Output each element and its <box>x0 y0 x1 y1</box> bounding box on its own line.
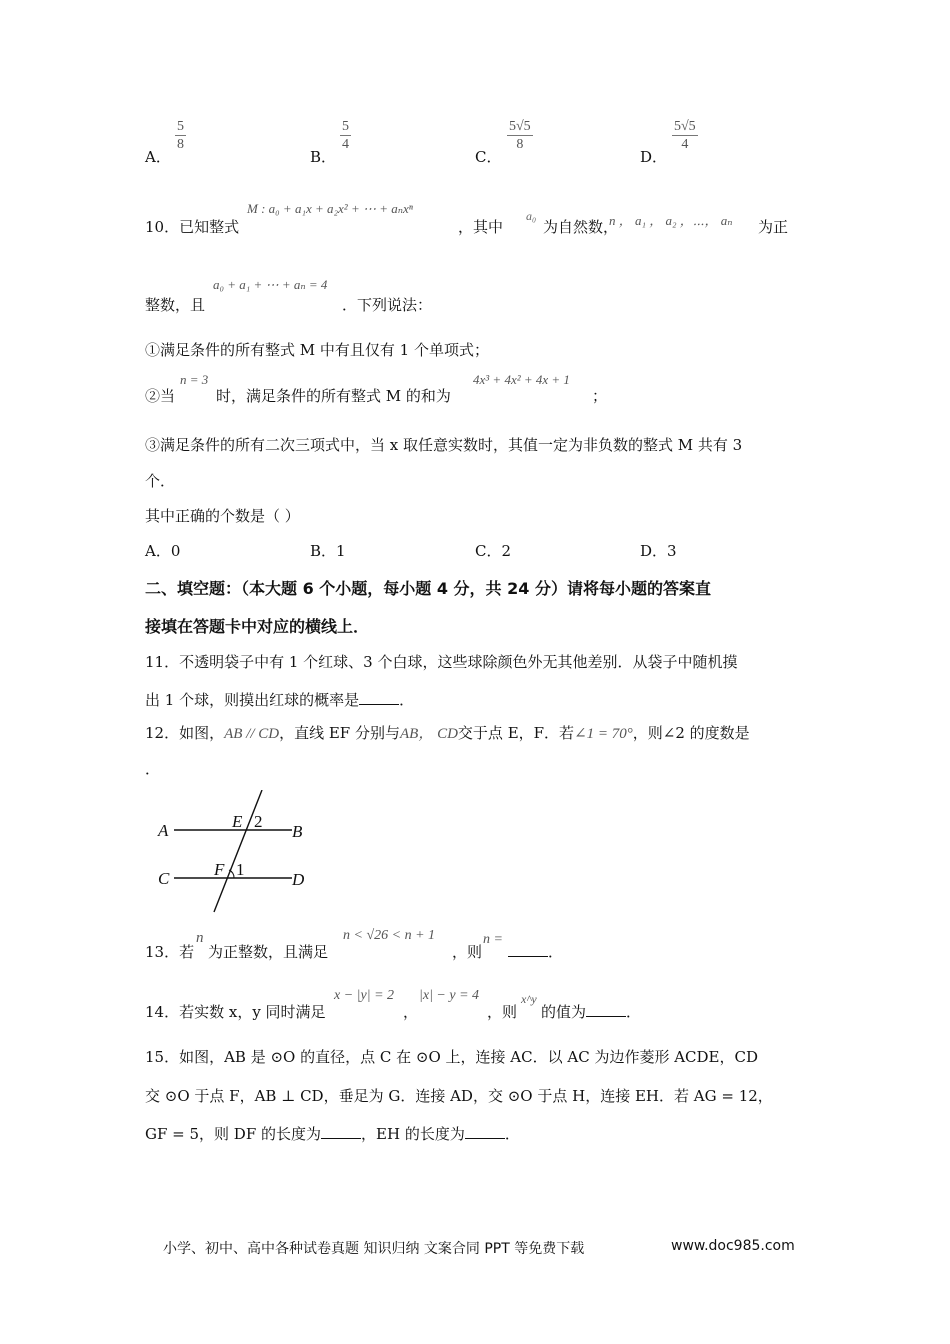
q10-option-c: C．2 <box>475 542 512 560</box>
label-a: A <box>158 821 169 840</box>
q14-eq2: |x| − y = 4 <box>419 988 480 1003</box>
q11-answer-blank[interactable] <box>359 690 399 705</box>
label-f: F <box>214 860 225 879</box>
q9-c-num: 5√5 <box>509 119 531 134</box>
label-b: B <box>292 822 303 841</box>
q9-a-num: 5 <box>177 119 184 134</box>
section2-heading-line1: 二、填空题：（本大题 6 个小题，每小题 4 分，共 24 分）请将每小题的答案直 <box>145 579 711 598</box>
line-ef <box>214 790 262 912</box>
q12-angle1: ∠1 = 70° <box>574 726 633 742</box>
q13-text-t2: ，则 <box>452 943 483 961</box>
q14-answer-blank[interactable] <box>586 1002 626 1017</box>
q10-vars: n ， a₁ ， a₂ ，⋯， aₙ <box>609 213 733 228</box>
q14-sep: ， <box>403 1003 419 1021</box>
q13-text-t1: 为正整数，且满足 <box>208 943 329 961</box>
q14-text-t1: ，则 <box>487 1003 518 1021</box>
q9-a-den: 8 <box>177 137 184 152</box>
q12-parallel: AB // CD <box>224 726 280 742</box>
q10-formula-m: M : a₀ + a₁x + a₂x² + ⋯ + aₙxⁿ <box>247 201 413 216</box>
q10-s2-formula: 4x³ + 4x² + 4x + 1 <box>473 372 570 387</box>
q13-text-pre: 13．若 <box>145 943 195 961</box>
q10-s2-cond: n = 3 <box>180 372 209 387</box>
q13-answer: ． <box>508 941 563 962</box>
q15-line2: 交 ⊙O 于点 F，AB ⊥ CD，垂足为 G．连接 AD，交 ⊙O 于点 H，连接 EH．若 AG = 12， <box>145 1087 773 1105</box>
q12-lines: AB， CD <box>400 726 458 742</box>
q12-line1: 12．如图，AB // CD，直线 EF 分别与AB， CD交于点 E，F．若∠1 = 70°，则∠2 的度数是 <box>145 724 750 742</box>
q10-question: 其中正确的个数是（ ） <box>145 507 300 525</box>
q13-n-eq: n = <box>483 932 503 947</box>
q10-option-d: D．3 <box>640 542 677 560</box>
q9-b-den: 4 <box>342 137 349 152</box>
footer-url[interactable]: www.doc985.com <box>671 1238 795 1254</box>
q10-statement-1: ①满足条件的所有整式 M 中有且仅有 1 个单项式； <box>145 341 489 359</box>
q11-line1: 11．不透明袋子中有 1 个红球、3 个白球，这些球除颜色外无其他差别．从袋子中随机摸 <box>145 653 738 671</box>
q14-eq1: x − |y| = 2 <box>334 988 395 1003</box>
q10-text-end: 为正 <box>758 218 789 236</box>
q13-answer-blank[interactable] <box>508 942 548 957</box>
q10-line2-pre: 整数，且 <box>145 296 206 314</box>
label-angle1: 1 <box>236 860 245 879</box>
q10-line1: 10．已知整式 <box>145 218 240 236</box>
q14-text-pre: 14．若实数 x，y 同时满足 <box>145 1003 326 1021</box>
label-angle2: 2 <box>254 812 263 831</box>
q10-statement-3-line1: ③满足条件的所有二次三项式中，当 x 取任意实数时，其值一定为非负数的整式 M 共有 3 <box>145 436 743 454</box>
label-d: D <box>292 870 305 889</box>
q10-line2-end: ．下列说法： <box>342 296 433 314</box>
q13-n: n <box>196 930 204 946</box>
q10-a0: a₀ <box>526 209 537 223</box>
q10-sum-formula: a₀ + a₁ + ⋯ + aₙ = 4 <box>213 277 328 292</box>
section2-heading-line2: 接填在答题卡中对应的横线上． <box>145 617 370 636</box>
q15-line1: 15．如图，AB 是 ⊙O 的直径，点 C 在 ⊙O 上，连接 AC．以 AC 为边作菱形 ACDE，CD <box>145 1048 759 1066</box>
q12-dot: ． <box>145 760 161 778</box>
q11-line2: 出 1 个球，则摸出红球的概率是 ． <box>145 691 415 709</box>
q10-statement-2-pre: ②当 <box>145 387 176 405</box>
q10-text-mid2: 为自然数， <box>543 218 619 236</box>
footer-text: 小学、初中、高中各种试卷真题 知识归纳 文案合同 PPT 等免费下载 <box>163 1241 585 1257</box>
q10-statement-3-line2: 个． <box>145 472 176 490</box>
q9-d-den: 4 <box>681 137 689 152</box>
q9-d-num: 5√5 <box>674 119 696 134</box>
label-c: C <box>158 869 170 888</box>
q15-line3: GF = 5，则 DF 的长度为 ，EH 的长度为 ． <box>145 1125 520 1143</box>
q10-option-b: B．1 <box>310 542 346 560</box>
q9-c-den: 8 <box>516 137 524 152</box>
q10-option-a: A．0 <box>145 542 181 560</box>
q10-statement-2-mid: 时，满足条件的所有整式 M 的和为 <box>216 387 451 405</box>
q13-inequality: n < √26 < n + 1 <box>343 928 436 943</box>
label-e: E <box>232 812 243 831</box>
q9-b-num: 5 <box>342 119 349 134</box>
q10-text-mid: ，其中 <box>458 218 504 236</box>
q15-df-blank[interactable] <box>321 1124 361 1139</box>
q14-expr: x^y <box>521 992 537 1006</box>
q12-figure <box>150 790 320 920</box>
q14-answer: 的值为 ． <box>541 1003 642 1021</box>
q10-statement-2-end: ； <box>592 387 608 405</box>
q15-eh-blank[interactable] <box>465 1124 505 1139</box>
